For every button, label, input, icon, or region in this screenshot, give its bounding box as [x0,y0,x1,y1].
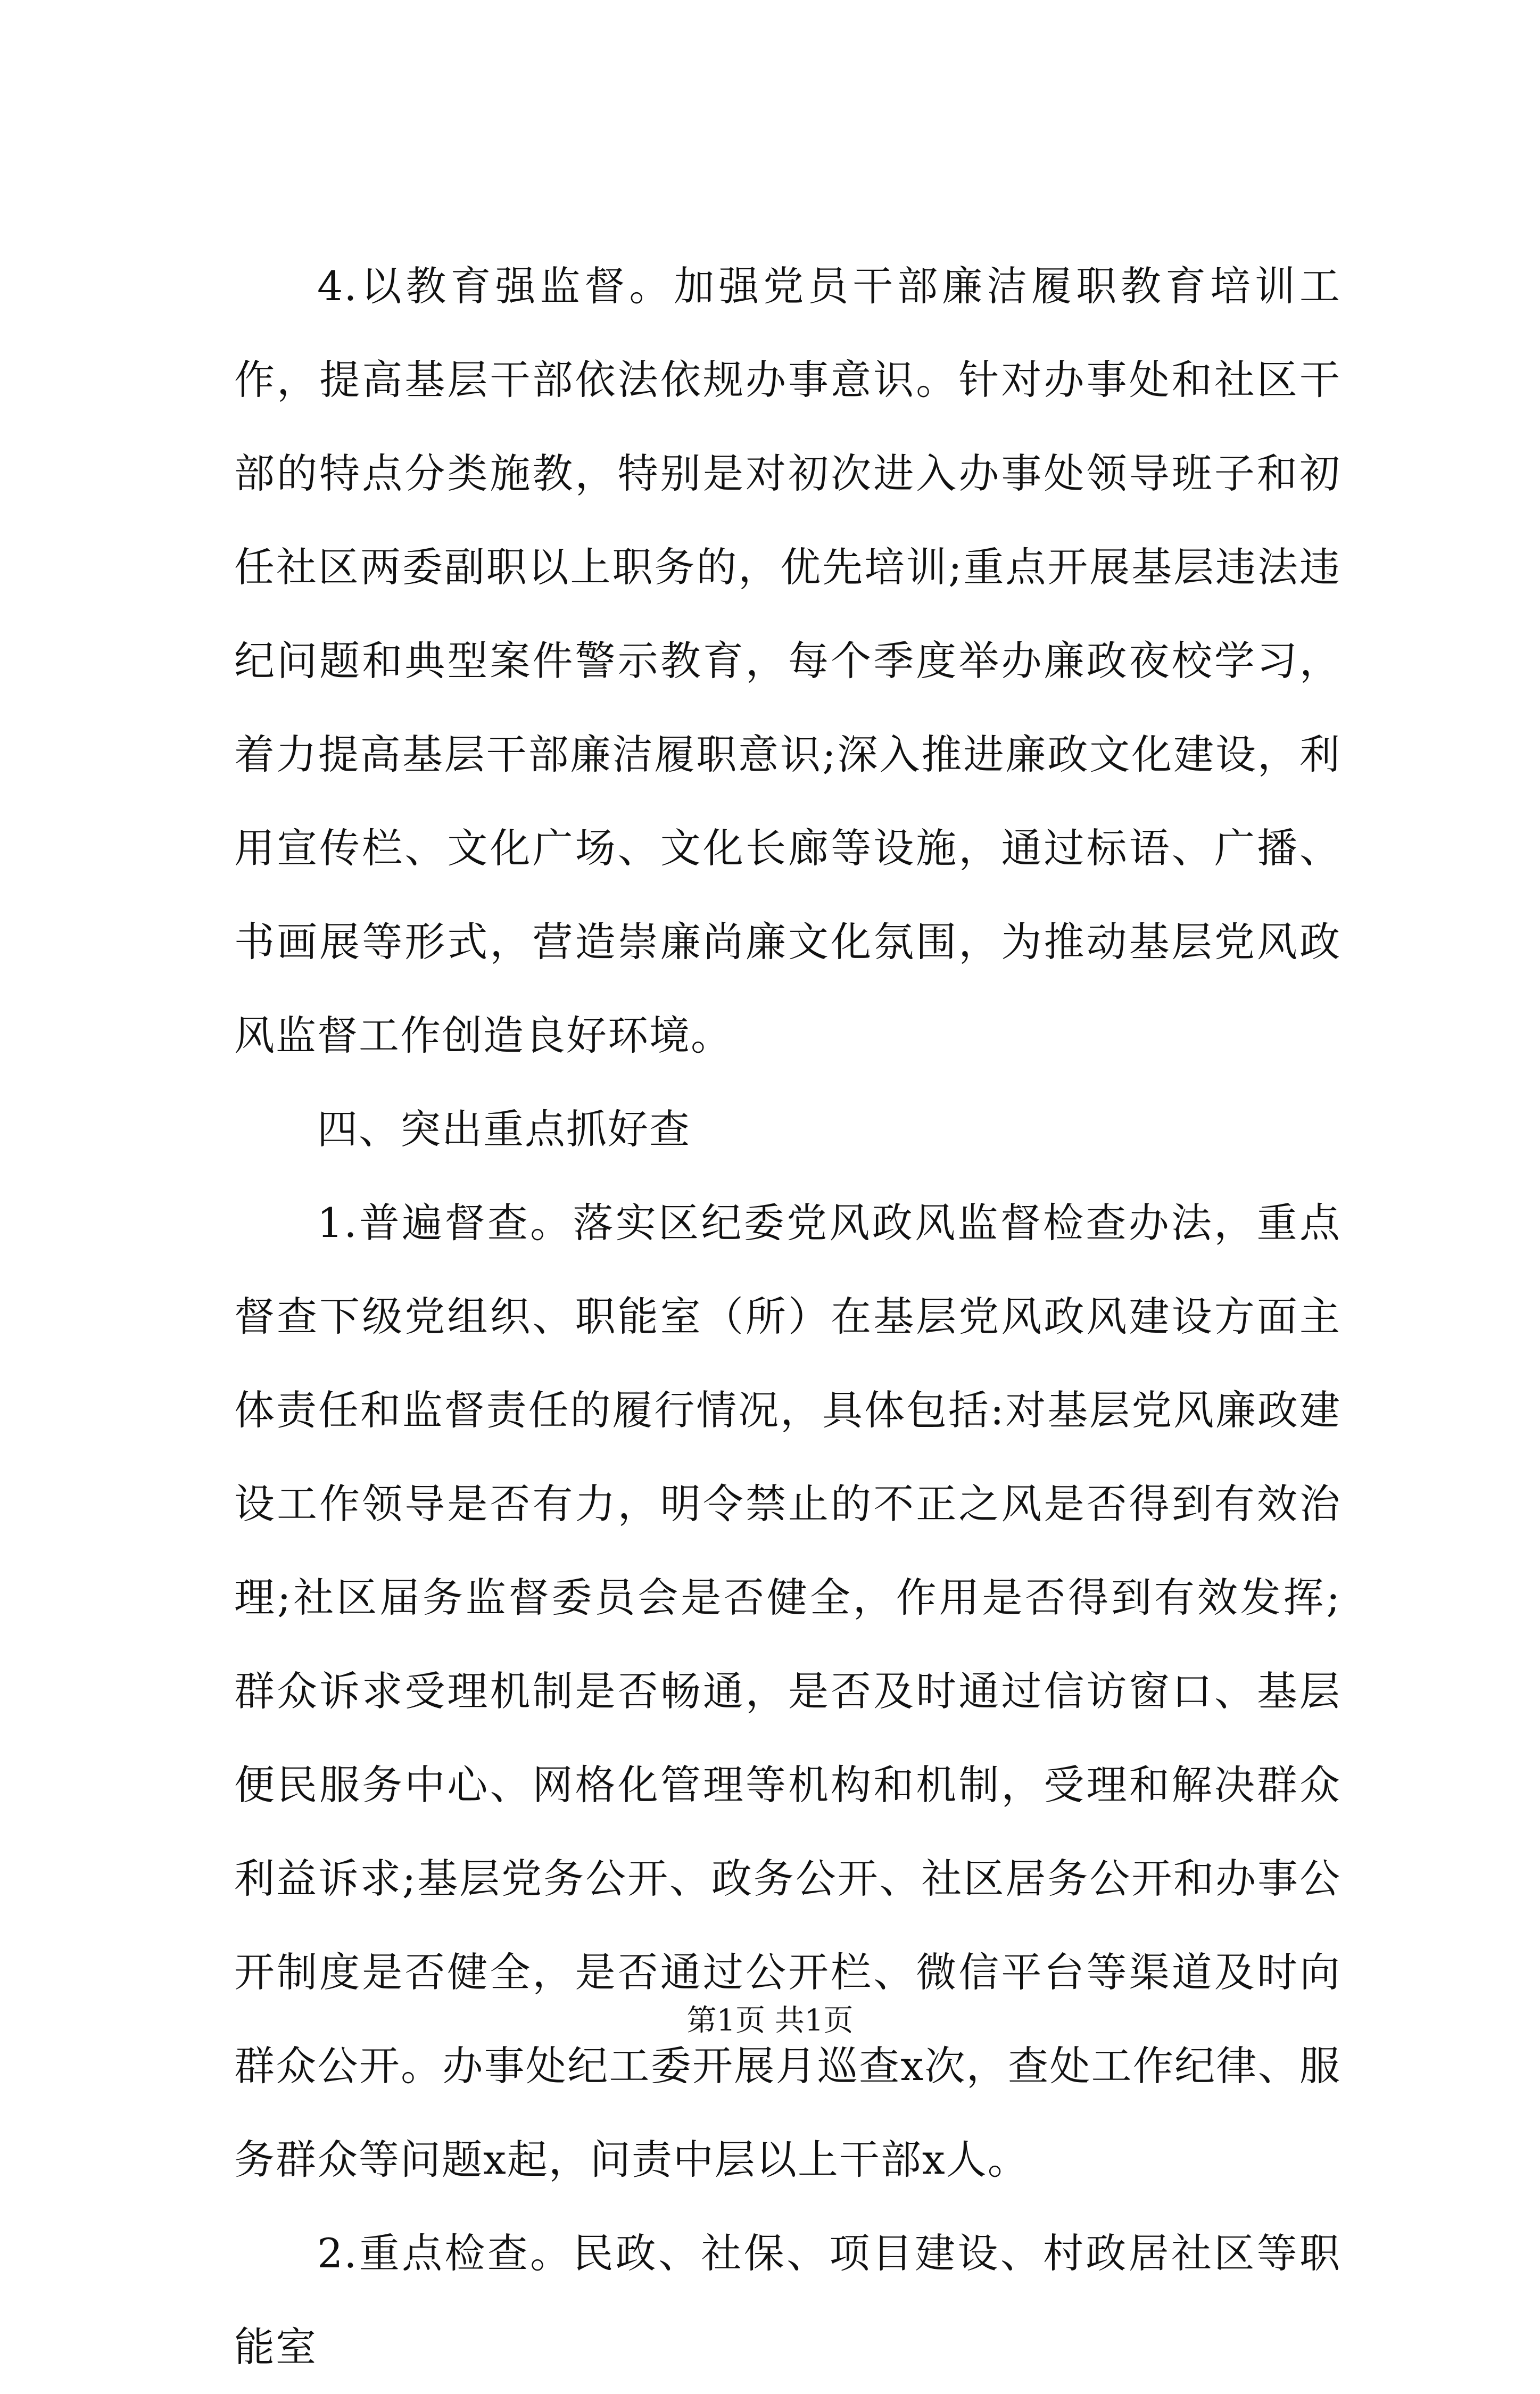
document-body [234,240,1341,2394]
page-number-footer: 第1页 共1页 [686,2003,854,2038]
paragraph-education-supervision: 4.以教育强监督。加强党员干部廉洁履职教育培训工作，提高基层干部依法依规办事意识。针对办事处和社区干部的特点分类施教，特别是对初次进入办事处领导班子和初任社区两委副职以上职务的，优先培训;重点开展基层违法违纪问题和典型案件警示教育，每个季度举办廉政夜校学习，着力提高基层干部廉洁履职意识;深入推进廉政文化建设，利用宣传栏、文化广场、文化长廊等设施，通过标语、广播、书画展等形式，营造崇廉尚廉文化氛围，为推动基层党风政风监督工作创造良好环境。 [234,262,1341,1059]
paragraph-general-inspection: 1.普遍督查。落实区纪委党风政风监督检查办法，重点督查下级党组织、职能室（所）在基层党风政风建设方面主体责任和监督责任的履行情况，具体包括:对基层党风廉政建设工作领导是否有力，明令禁止的不正之风是否得到有效治理;社区届务监督委员会是否健全，作用是否得到有效发挥;群众诉求受理机制是否畅通，是否及时通过信访窗口、基层便民服务中心、网格化管理等机构和机制，受理和解决群众利益诉求;基层党务公开、政务公开、社区居务公开和办事公开制度是否健全，是否通过公开栏、微信平台等渠道及时向群众公开。办事处纪工委开展月巡查x次，查处工作纪律、服务群众等问题x起，问责中层以上干部x人。 [234,1199,1341,2183]
section-heading: 四、突出重点抓好查 [317,1105,691,1153]
paragraph-key-inspection: 2.重点检查。民政、社保、项目建设、村政居社区等职能室 [234,2230,1341,2371]
